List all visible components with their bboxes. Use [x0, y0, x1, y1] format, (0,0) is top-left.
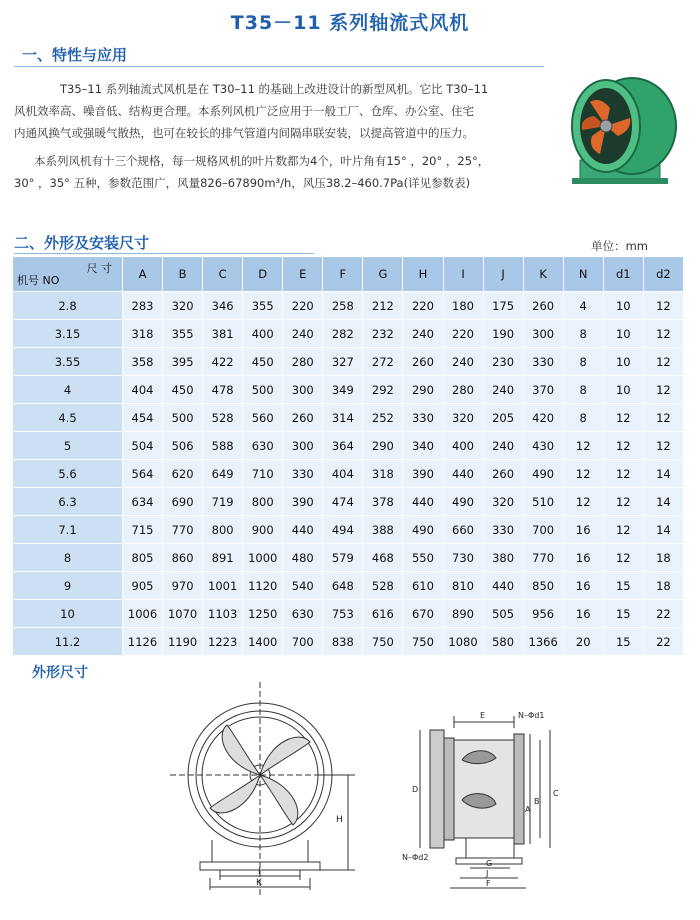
table-cell: 630 — [283, 600, 323, 628]
table-cell: 404 — [123, 376, 163, 404]
table-cell: 634 — [123, 488, 163, 516]
table-cell: 258 — [323, 292, 363, 320]
table-cell: 510 — [523, 488, 563, 516]
table-cell: 395 — [163, 348, 203, 376]
table-cell: 330 — [483, 516, 523, 544]
page-title: T35－11 系列轴流式风机 — [230, 12, 470, 34]
table-cell: 230 — [483, 348, 523, 376]
table-cell: 12 — [603, 488, 643, 516]
table-cell: 1070 — [163, 600, 203, 628]
table-cell: 314 — [323, 404, 363, 432]
column-header: F — [323, 257, 363, 292]
column-header: d1 — [603, 257, 643, 292]
unit-label: 单位：mm — [591, 239, 648, 253]
label-i: I — [258, 867, 261, 877]
table-cell: 175 — [483, 292, 523, 320]
table-cell: 220 — [283, 292, 323, 320]
column-header: N — [563, 257, 603, 292]
label-g: G — [486, 859, 493, 868]
table-cell: 180 — [443, 292, 483, 320]
table-cell: 588 — [203, 432, 243, 460]
model-number-cell: 10 — [13, 600, 123, 628]
table-cell: 670 — [403, 600, 443, 628]
table-cell: 12 — [603, 404, 643, 432]
table-cell: 579 — [323, 544, 363, 572]
table-row — [13, 320, 684, 348]
table-cell: 560 — [243, 404, 283, 432]
table-cell: 468 — [363, 544, 403, 572]
table-cell: 10 — [603, 320, 643, 348]
model-number-cell: 7.1 — [13, 516, 123, 544]
table-cell: 440 — [403, 488, 443, 516]
table-cell: 860 — [163, 544, 203, 572]
label-n-d1: N–Φd1 — [518, 711, 545, 720]
table-cell: 240 — [283, 320, 323, 348]
column-header: d2 — [643, 257, 683, 292]
table-cell: 22 — [643, 628, 683, 656]
table-cell: 232 — [363, 320, 403, 348]
table-cell: 400 — [243, 320, 283, 348]
section1-line-5: 30° ，35° 五种，参数范围广，风量826–67890m³/h，风压38.2–460.7Pa(详见参数表) — [14, 176, 471, 190]
table-row — [13, 572, 684, 600]
column-header: C — [203, 257, 243, 292]
label-e: E — [480, 711, 486, 720]
table-cell: 700 — [283, 628, 323, 656]
table-cell: 320 — [443, 404, 483, 432]
table-cell: 280 — [443, 376, 483, 404]
table-cell: 800 — [203, 516, 243, 544]
table-cell: 891 — [203, 544, 243, 572]
table-cell: 10 — [603, 376, 643, 404]
table-cell: 404 — [323, 460, 363, 488]
table-cell: 349 — [323, 376, 363, 404]
table-cell: 810 — [443, 572, 483, 600]
table-cell: 12 — [643, 404, 683, 432]
table-cell: 505 — [483, 600, 523, 628]
table-cell: 12 — [603, 460, 643, 488]
table-cell: 12 — [603, 544, 643, 572]
table-cell: 220 — [403, 292, 443, 320]
table-cell: 504 — [123, 432, 163, 460]
table-cell: 355 — [243, 292, 283, 320]
table-cell: 490 — [443, 488, 483, 516]
table-cell: 620 — [163, 460, 203, 488]
table-cell: 10 — [603, 292, 643, 320]
table-cell: 528 — [363, 572, 403, 600]
table-cell: 474 — [323, 488, 363, 516]
table-cell: 850 — [523, 572, 563, 600]
table-cell: 16 — [563, 516, 603, 544]
table-cell: 12 — [563, 432, 603, 460]
section2-divider — [14, 253, 314, 254]
table-cell: 1001 — [203, 572, 243, 600]
table-cell: 18 — [643, 544, 683, 572]
dimension-table — [12, 256, 684, 656]
table-cell: 700 — [523, 516, 563, 544]
table-cell: 381 — [203, 320, 243, 348]
table-corner-cell — [13, 257, 123, 292]
table-row — [13, 544, 684, 572]
label-d: D — [412, 785, 419, 794]
table-cell: 1103 — [203, 600, 243, 628]
table-cell: 370 — [523, 376, 563, 404]
table-cell: 380 — [483, 544, 523, 572]
table-cell: 16 — [563, 572, 603, 600]
table-cell: 358 — [123, 348, 163, 376]
label-f: F — [486, 879, 491, 888]
table-cell: 422 — [203, 348, 243, 376]
table-cell: 318 — [123, 320, 163, 348]
table-cell: 12 — [643, 320, 683, 348]
table-cell: 390 — [283, 488, 323, 516]
column-header: H — [403, 257, 443, 292]
table-cell: 440 — [283, 516, 323, 544]
section1-line-1: T35–11 系列轴流式风机是在 T30–11 的基础上改进设计的新型风机。它比 T30–11 — [60, 82, 489, 96]
drawing-heading: 外形尺寸 — [32, 665, 88, 681]
model-number-cell: 11.2 — [13, 628, 123, 656]
column-header: B — [163, 257, 203, 292]
table-cell: 240 — [483, 376, 523, 404]
table-cell: 8 — [563, 376, 603, 404]
side-view-drawing — [400, 700, 580, 900]
table-cell: 330 — [283, 460, 323, 488]
table-cell: 730 — [443, 544, 483, 572]
table-row — [13, 488, 684, 516]
table-cell: 16 — [563, 600, 603, 628]
model-number-cell: 9 — [13, 572, 123, 600]
table-cell: 12 — [603, 516, 643, 544]
table-cell: 690 — [163, 488, 203, 516]
table-cell: 14 — [643, 488, 683, 516]
table-cell: 205 — [483, 404, 523, 432]
table-cell: 260 — [283, 404, 323, 432]
table-cell: 970 — [163, 572, 203, 600]
table-cell: 12 — [563, 460, 603, 488]
table-cell: 838 — [323, 628, 363, 656]
table-cell: 15 — [603, 600, 643, 628]
table-cell: 506 — [163, 432, 203, 460]
table-cell: 300 — [283, 376, 323, 404]
table-cell: 430 — [523, 432, 563, 460]
table-cell: 10 — [603, 348, 643, 376]
table-cell: 388 — [363, 516, 403, 544]
table-cell: 280 — [283, 348, 323, 376]
table-cell: 318 — [363, 460, 403, 488]
table-row — [13, 292, 684, 320]
table-cell: 494 — [323, 516, 363, 544]
table-cell: 440 — [483, 572, 523, 600]
table-cell: 710 — [243, 460, 283, 488]
model-number-cell: 4 — [13, 376, 123, 404]
table-cell: 564 — [123, 460, 163, 488]
table-cell: 20 — [563, 628, 603, 656]
table-cell: 580 — [483, 628, 523, 656]
table-cell: 4 — [563, 292, 603, 320]
table-cell: 8 — [563, 348, 603, 376]
table-cell: 440 — [443, 460, 483, 488]
table-cell: 800 — [243, 488, 283, 516]
table-cell: 292 — [363, 376, 403, 404]
table-row — [13, 376, 684, 404]
table-cell: 753 — [323, 600, 363, 628]
column-header: J — [483, 257, 523, 292]
table-cell: 500 — [243, 376, 283, 404]
table-cell: 956 — [523, 600, 563, 628]
model-number-cell: 2.8 — [13, 292, 123, 320]
table-cell: 900 — [243, 516, 283, 544]
table-cell: 1000 — [243, 544, 283, 572]
label-j: J — [486, 869, 489, 878]
table-cell: 540 — [283, 572, 323, 600]
model-number-cell: 5 — [13, 432, 123, 460]
model-number-cell: 5.6 — [13, 460, 123, 488]
fan-photo — [560, 72, 690, 192]
table-cell: 330 — [523, 348, 563, 376]
table-cell: 22 — [643, 600, 683, 628]
table-cell: 346 — [203, 292, 243, 320]
model-number-cell: 4.5 — [13, 404, 123, 432]
table-cell: 450 — [163, 376, 203, 404]
table-row — [13, 348, 684, 376]
table-cell: 528 — [203, 404, 243, 432]
table-cell: 283 — [123, 292, 163, 320]
section2-heading: 二、外形及安装尺寸 — [14, 234, 150, 252]
table-cell: 905 — [123, 572, 163, 600]
table-cell: 8 — [563, 320, 603, 348]
table-cell: 15 — [603, 572, 643, 600]
table-cell: 12 — [643, 432, 683, 460]
table-cell: 750 — [363, 628, 403, 656]
table-cell: 450 — [243, 348, 283, 376]
table-cell: 260 — [523, 292, 563, 320]
label-k: K — [256, 878, 262, 888]
table-cell: 770 — [523, 544, 563, 572]
table-cell: 290 — [363, 432, 403, 460]
column-header: G — [363, 257, 403, 292]
model-number-cell: 6.3 — [13, 488, 123, 516]
table-cell: 378 — [363, 488, 403, 516]
model-number-cell: 8 — [13, 544, 123, 572]
table-cell: 18 — [643, 572, 683, 600]
table-cell: 630 — [243, 432, 283, 460]
table-cell: 616 — [363, 600, 403, 628]
table-cell: 364 — [323, 432, 363, 460]
table-row — [13, 600, 684, 628]
table-cell: 282 — [323, 320, 363, 348]
table-cell: 12 — [603, 432, 643, 460]
table-cell: 327 — [323, 348, 363, 376]
table-cell: 490 — [403, 516, 443, 544]
table-cell: 454 — [123, 404, 163, 432]
table-cell: 16 — [563, 544, 603, 572]
table-cell: 272 — [363, 348, 403, 376]
table-cell: 1223 — [203, 628, 243, 656]
section1-line-2: 风机效率高、噪音低、结构更合理。本系列风机广泛应用于一般工厂、仓库、办公室、住宅 — [14, 104, 474, 118]
table-cell: 1126 — [123, 628, 163, 656]
table-cell: 300 — [523, 320, 563, 348]
table-cell: 260 — [483, 460, 523, 488]
table-cell: 649 — [203, 460, 243, 488]
table-cell: 240 — [443, 348, 483, 376]
table-cell: 750 — [403, 628, 443, 656]
table-cell: 320 — [163, 292, 203, 320]
table-cell: 890 — [443, 600, 483, 628]
table-cell: 660 — [443, 516, 483, 544]
table-cell: 1080 — [443, 628, 483, 656]
table-cell: 14 — [643, 460, 683, 488]
label-c: C — [553, 789, 559, 798]
table-cell: 12 — [643, 292, 683, 320]
corner-label-size: 尺 寸 — [86, 262, 112, 275]
table-cell: 550 — [403, 544, 443, 572]
column-header: A — [123, 257, 163, 292]
table-row — [13, 516, 684, 544]
table-cell: 12 — [563, 488, 603, 516]
table-row — [13, 404, 684, 432]
table-cell: 1006 — [123, 600, 163, 628]
table-cell: 12 — [643, 348, 683, 376]
column-header: I — [443, 257, 483, 292]
model-number-cell: 3.15 — [13, 320, 123, 348]
section1-line-4: 本系列风机有十三个规格，每一规格风机的叶片数都为4个，叶片角有15° ，20° ，25°， — [34, 154, 490, 168]
label-a: A — [525, 805, 531, 814]
table-row — [13, 628, 684, 656]
column-header: D — [243, 257, 283, 292]
section1-heading: 一、特性与应用 — [22, 46, 128, 64]
table-header-row — [13, 257, 684, 292]
table-row — [13, 460, 684, 488]
table-cell: 290 — [403, 376, 443, 404]
table-cell: 12 — [643, 376, 683, 404]
column-header: E — [283, 257, 323, 292]
label-h: H — [336, 815, 343, 825]
table-cell: 1400 — [243, 628, 283, 656]
table-cell: 260 — [403, 348, 443, 376]
corner-label-model: 机号 NO — [17, 274, 60, 287]
label-b: B — [534, 797, 540, 806]
table-cell: 478 — [203, 376, 243, 404]
table-cell: 252 — [363, 404, 403, 432]
table-cell: 1250 — [243, 600, 283, 628]
front-view-drawing — [150, 680, 380, 900]
column-header: K — [523, 257, 563, 292]
table-cell: 340 — [403, 432, 443, 460]
section1-divider — [14, 66, 544, 67]
table-cell: 770 — [163, 516, 203, 544]
model-number-cell: 3.55 — [13, 348, 123, 376]
table-cell: 1190 — [163, 628, 203, 656]
table-cell: 400 — [443, 432, 483, 460]
table-row — [13, 432, 684, 460]
table-cell: 480 — [283, 544, 323, 572]
table-cell: 390 — [403, 460, 443, 488]
table-cell: 490 — [523, 460, 563, 488]
table-cell: 320 — [483, 488, 523, 516]
table-cell: 190 — [483, 320, 523, 348]
table-cell: 15 — [603, 628, 643, 656]
section1-line-3: 内通风换气或强暖气散热，也可在较长的排气管道内间隔串联安装，以提高管道中的压力。 — [14, 126, 474, 140]
table-cell: 300 — [283, 432, 323, 460]
table-cell: 1366 — [523, 628, 563, 656]
table-cell: 14 — [643, 516, 683, 544]
table-cell: 330 — [403, 404, 443, 432]
table-cell: 805 — [123, 544, 163, 572]
table-cell: 240 — [483, 432, 523, 460]
table-cell: 420 — [523, 404, 563, 432]
table-cell: 355 — [163, 320, 203, 348]
table-cell: 500 — [163, 404, 203, 432]
label-n-d2: N–Φd2 — [402, 853, 429, 862]
table-cell: 8 — [563, 404, 603, 432]
table-cell: 719 — [203, 488, 243, 516]
table-cell: 240 — [403, 320, 443, 348]
table-cell: 212 — [363, 292, 403, 320]
table-cell: 610 — [403, 572, 443, 600]
table-cell: 715 — [123, 516, 163, 544]
table-cell: 648 — [323, 572, 363, 600]
table-cell: 1120 — [243, 572, 283, 600]
table-cell: 220 — [443, 320, 483, 348]
